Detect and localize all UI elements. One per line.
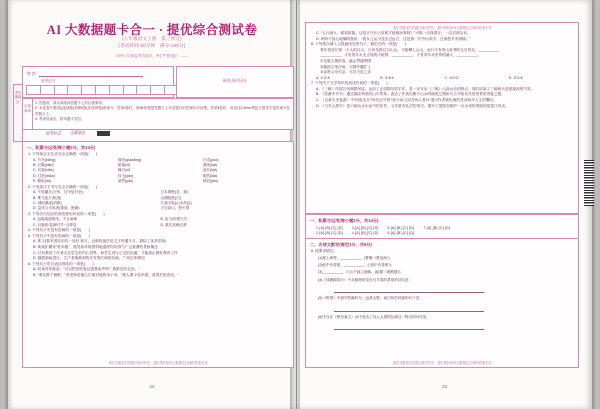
question-6-stem: 6. 下列句子语言表达得体的一项是( ) bbox=[28, 261, 94, 266]
option[interactable]: A. 同桌对你称说：“可以把你的笔记借我参考吗？我都没有记全。” bbox=[33, 267, 140, 272]
option[interactable]: C. “七月流火，微架收割，这是天气什么时候才能够凉爽呀？”小陈一边抹着汗，一边对朋友说。 bbox=[316, 31, 471, 35]
option[interactable]: 曛日(xī) bbox=[117, 168, 131, 173]
clause-item: ③亲吻父母长亲，尽享天伦之乐 bbox=[320, 70, 372, 75]
option[interactable]: 寒然(yǎn) bbox=[117, 179, 134, 184]
exam-number-label: 准考证号 bbox=[41, 79, 56, 83]
option[interactable]: 炸飞(yàn) bbox=[117, 173, 134, 178]
top-notice: 请考生认真监考员指导，考生严禁违纪：—— bbox=[116, 54, 188, 58]
option[interactable]: A. 芎芎(xiōng) bbox=[33, 157, 56, 162]
barcode-seal-text: 粘贴条形码区 bbox=[223, 78, 247, 83]
option[interactable]: 白雪(pǔo) bbox=[202, 157, 219, 162]
page-number-right: 26 bbox=[441, 384, 448, 389]
fill-blank-item: (4)《钱塘湖春行》中从植物的变化写早春的景象的诗句是： bbox=[318, 277, 413, 282]
question-8-stem: 8. 按要求填空。 bbox=[311, 249, 338, 253]
answer-bubbles-q2[interactable]: 2.[A] [B] [C] [D] bbox=[316, 231, 343, 235]
answer-bubbles-q4[interactable]: 4.[A] [B] [C] [D] bbox=[351, 231, 379, 235]
correct-fill-label: 正确填涂 bbox=[70, 131, 86, 136]
fill-blank-item[interactable]: (2)庭中有奇树，__________。(《庭中有奇树》) bbox=[318, 263, 392, 267]
answer-bubble-row[interactable] bbox=[306, 230, 578, 235]
footer-notice-right: 请在各题目的答题区域内作答，超出黑色矩形边框限定区域的答案无效 bbox=[392, 361, 492, 365]
option[interactable]: C. 《记承天寺夜游》中“何夜无月?何处无竹柏?但少闲人如吾两人者耳”道出作者被贬谪的悲凉和对人生的慨叹。 bbox=[316, 97, 497, 102]
question-4-stem: 4. 下列句子中没有语病的一项是( ) bbox=[28, 228, 90, 233]
option[interactable]: B. 焕染矿藏采“资本植”，重见取环境资料地湿度均均得力广泛重叠的景致概念 bbox=[33, 245, 158, 250]
top-notice-right: 请在各题目的答题区域内作答，超出黑色矩形边框限定区域的答案无效 bbox=[392, 26, 492, 30]
student-info-box bbox=[22, 66, 174, 98]
option[interactable]: 凛冽(kǎi) bbox=[202, 163, 217, 167]
instruction-item: 3. 考试结束后，将本题卡交回。 bbox=[35, 117, 85, 122]
fill-blank-item: (5)《野望》中借写牧晚时分，远景山野，离归依依秋意的句子是： bbox=[318, 296, 424, 301]
answer-write-rule[interactable] bbox=[334, 305, 484, 312]
option[interactable]: C. 城雨潺湲(消散) bbox=[33, 201, 62, 206]
question-1-options[interactable] bbox=[23, 179, 293, 184]
instructions-side-label bbox=[23, 99, 33, 129]
answer-bubbles-q6[interactable]: 6.[A] [B] [C] [D] bbox=[387, 231, 415, 235]
instruction-item: 1. 答题前，请认真阅读答题卡上的注意事项。 bbox=[35, 101, 106, 105]
option[interactable]: D. 随着那场进行，生产者渐渐面的开发等区域的价值，广西总体增加 bbox=[33, 256, 145, 261]
option[interactable]: 翘首(qiáodǐng) bbox=[117, 157, 142, 162]
fill-blank-item[interactable]: (3)__________，江山千载立朝焕。(崔颢《黄鹤楼》) bbox=[318, 270, 401, 275]
page-edge-right bbox=[592, 0, 595, 409]
option[interactable]: 颓扉(xī) bbox=[117, 163, 131, 167]
answer-sheet-area bbox=[305, 214, 579, 368]
question-6r-stem: 6. 下列依次填入文段画线处的句子，最恰当的一项是( ) bbox=[311, 42, 407, 47]
barcode-seal-box bbox=[176, 66, 294, 98]
fill-blank-list bbox=[306, 255, 578, 330]
footer-notice: 请在各题目的答题区域内作答，超出黑色矩形边框限定区域的答案无效 bbox=[108, 361, 208, 365]
option[interactable]: B. “事实胜于雄辩，”李老师语重心长地对他的弟子说，“做人要少说多做，莫得打诳语话。” bbox=[33, 273, 179, 277]
option[interactable]: 江流天际(山水高远) bbox=[160, 201, 192, 206]
page-subtitle-grade: (八年级语文上册 第三单元) bbox=[122, 36, 182, 41]
option[interactable]: B. ②③① bbox=[380, 75, 395, 80]
option[interactable]: A. 运输周旋航线，不言而喻 bbox=[33, 217, 77, 222]
instruction-item: 2. 本试卷分第Ⅰ卷(选择题)和第Ⅱ卷(非选择题)两部分。答第Ⅰ卷时，用2B铅笔把答题卡上对应题目的答案标号涂黑。答第Ⅱ卷时，用直径0.5mm黑色字迹签字笔答案写在答题卡上。 bbox=[35, 106, 290, 116]
page-edge-left bbox=[5, 0, 8, 409]
fill-sample-block[interactable] bbox=[97, 131, 110, 136]
right-question-area-top bbox=[305, 22, 579, 214]
option[interactable]: D. ②①③ bbox=[508, 75, 524, 80]
answer-bubbles-q3[interactable]: 3.[A] [B] [C] [D] bbox=[351, 226, 379, 230]
option[interactable]: D. 《与朱元思书》是六朝山水小品中的佳作，文中富有礼法的形式，描写了富阳至桐庐一百余里的秀丽的富春江风光。 bbox=[316, 103, 509, 108]
page-number-left: 25 bbox=[149, 384, 155, 389]
option[interactable]: D. 妈妈不放心地嘱咐我说：“我女儿从小没出过远门，这是第一次外出求学，还请您多多照顾。” bbox=[316, 36, 471, 41]
question-6r-passage: 青年是成长第一个人的口山，只有先跨过月山山，才能攀上山山，此行才有青山奇秀的无尽风光，__________ bbox=[320, 47, 500, 52]
answer-bubbles-q5[interactable]: 5.[A] [B] [C] [D] bbox=[387, 226, 415, 230]
page-title: AI 大数据题卡合一 · 提优综合测试卷 bbox=[46, 23, 258, 37]
option[interactable]: C. ③①② bbox=[444, 75, 459, 80]
option[interactable]: 沿溯阻绝(白) bbox=[160, 195, 181, 200]
option[interactable]: C. 长缜(xiāo) bbox=[33, 168, 54, 173]
section-header-accumulation: 一、积累与运用(每小题2分，共14分) bbox=[27, 145, 96, 150]
clause-item: ①穿越人情世故，融会贯通利国 bbox=[320, 58, 372, 63]
option[interactable]: A. ①②③ bbox=[316, 75, 331, 80]
option[interactable]: C. 只有教育工作者走近学生的内心世界，和学生进行心灵的沟通，才能真正做好教育工作 bbox=[33, 250, 178, 255]
option[interactable]: A. 《三峡》结尾巧用渔歌民谣，运用了正面描写的手法，是一步写出《三峡》山高水长的特点，同时渲染了三峡秋天悲寒凄凉的气氛。 bbox=[316, 86, 535, 91]
answer-section-header: 一、积累与运用(每小题2分，共14分) bbox=[310, 218, 379, 223]
option[interactable]: B. 起飞/仰望天空 bbox=[160, 217, 188, 222]
instructions-box bbox=[22, 98, 294, 130]
option[interactable]: B. 鸢飞戾天者(冽) bbox=[33, 195, 62, 200]
clause-item: ②跳跃万里沙场，尽情开疆扩土 bbox=[320, 64, 372, 69]
question-2-stem: 2. 下列加点字书写完全正确的一项是( ) bbox=[28, 184, 98, 189]
option[interactable]: D. 重岳高峻长翠 bbox=[160, 222, 187, 227]
option[interactable]: D. 打虚(miǎo) bbox=[33, 173, 55, 178]
option[interactable]: D. 急风与为风者(重崖、绝障) bbox=[33, 206, 80, 211]
question-5-stem: 5. 下列句子中没有语病的一项是( ) bbox=[28, 233, 90, 238]
option[interactable]: 寇开(kǎi) bbox=[202, 168, 217, 173]
question-6r-blankline[interactable]: __________，才有青年永无止境的天地界，__________，才有青年对世界的融入，__________。 bbox=[320, 53, 482, 58]
option[interactable]: A. 郭子(春中国近年的一处好 和言，记载的值法是文字形通半月，描绘了优美景象) bbox=[33, 239, 167, 244]
option[interactable]: A. 不见曦月(万仞、迂甲复归至) bbox=[33, 190, 83, 195]
option[interactable]: 天空高山，野天望 bbox=[160, 206, 190, 211]
question-3-stem: 3. 下列各句加点的成语使用有误的一项是( ) bbox=[28, 211, 105, 216]
left-question-area bbox=[22, 141, 294, 368]
page-subtitle-score: (考试时间:60分钟 满分:100分) bbox=[118, 43, 186, 48]
option[interactable]: B. 《答谢中书书》通过描绘秀美的山川景象，表达了作者沉醉于山水的愉悦之情和与古今知音共赏美景的得意之感。 bbox=[316, 92, 505, 97]
side-band-text: 考生填涂区 bbox=[14, 91, 22, 104]
absent-mark-row bbox=[46, 131, 110, 136]
question-1-stem: 1. 下列加点字注音完全正确的一项是( ) bbox=[28, 152, 98, 156]
instructions-label-text: 注意事项 bbox=[24, 104, 31, 113]
answer-write-rule[interactable] bbox=[334, 323, 484, 330]
fill-blank-item: (6)中自在《使至塞上》诗中表达了诗人大漠的壮阔这一特点的诗句是： bbox=[318, 314, 431, 319]
option[interactable]: C. 巨鹿原/更新时节~言停息 bbox=[33, 222, 77, 227]
name-input-rule[interactable] bbox=[39, 72, 143, 77]
option[interactable]: B. 巨喙(xiāo) bbox=[33, 163, 54, 167]
absent-mark-label: 缺考标记 bbox=[46, 131, 62, 136]
name-field-row bbox=[27, 71, 143, 77]
name-label: 姓名: bbox=[27, 71, 37, 76]
option[interactable]: 颓然(kǎi) bbox=[202, 173, 217, 178]
question-7-stem: 7. 下列关于文学常识的表述有误的一项是( ) bbox=[311, 81, 388, 86]
section-header-dictation: 二、古诗文默写(每空1分，共9分) bbox=[306, 238, 578, 249]
answer-write-rule[interactable] bbox=[334, 286, 484, 293]
option[interactable]: E. 颓垣(dū) bbox=[33, 179, 51, 184]
answer-bubbles-q7[interactable]: 7.[A] [B] [C] [D] bbox=[423, 226, 450, 230]
answer-bubbles-q1[interactable]: 1.[A] [B] [C] [D] bbox=[316, 226, 343, 230]
option[interactable]: 日本箫绝(若、重) bbox=[160, 190, 189, 195]
exam-number-grid[interactable] bbox=[26, 85, 179, 95]
instructions-list bbox=[23, 99, 293, 123]
fill-blank-item[interactable]: (1)树上黄莺，__________。(曹操《观沧海》) bbox=[318, 255, 390, 260]
option[interactable]: 挫折(jiàn) bbox=[202, 179, 218, 184]
